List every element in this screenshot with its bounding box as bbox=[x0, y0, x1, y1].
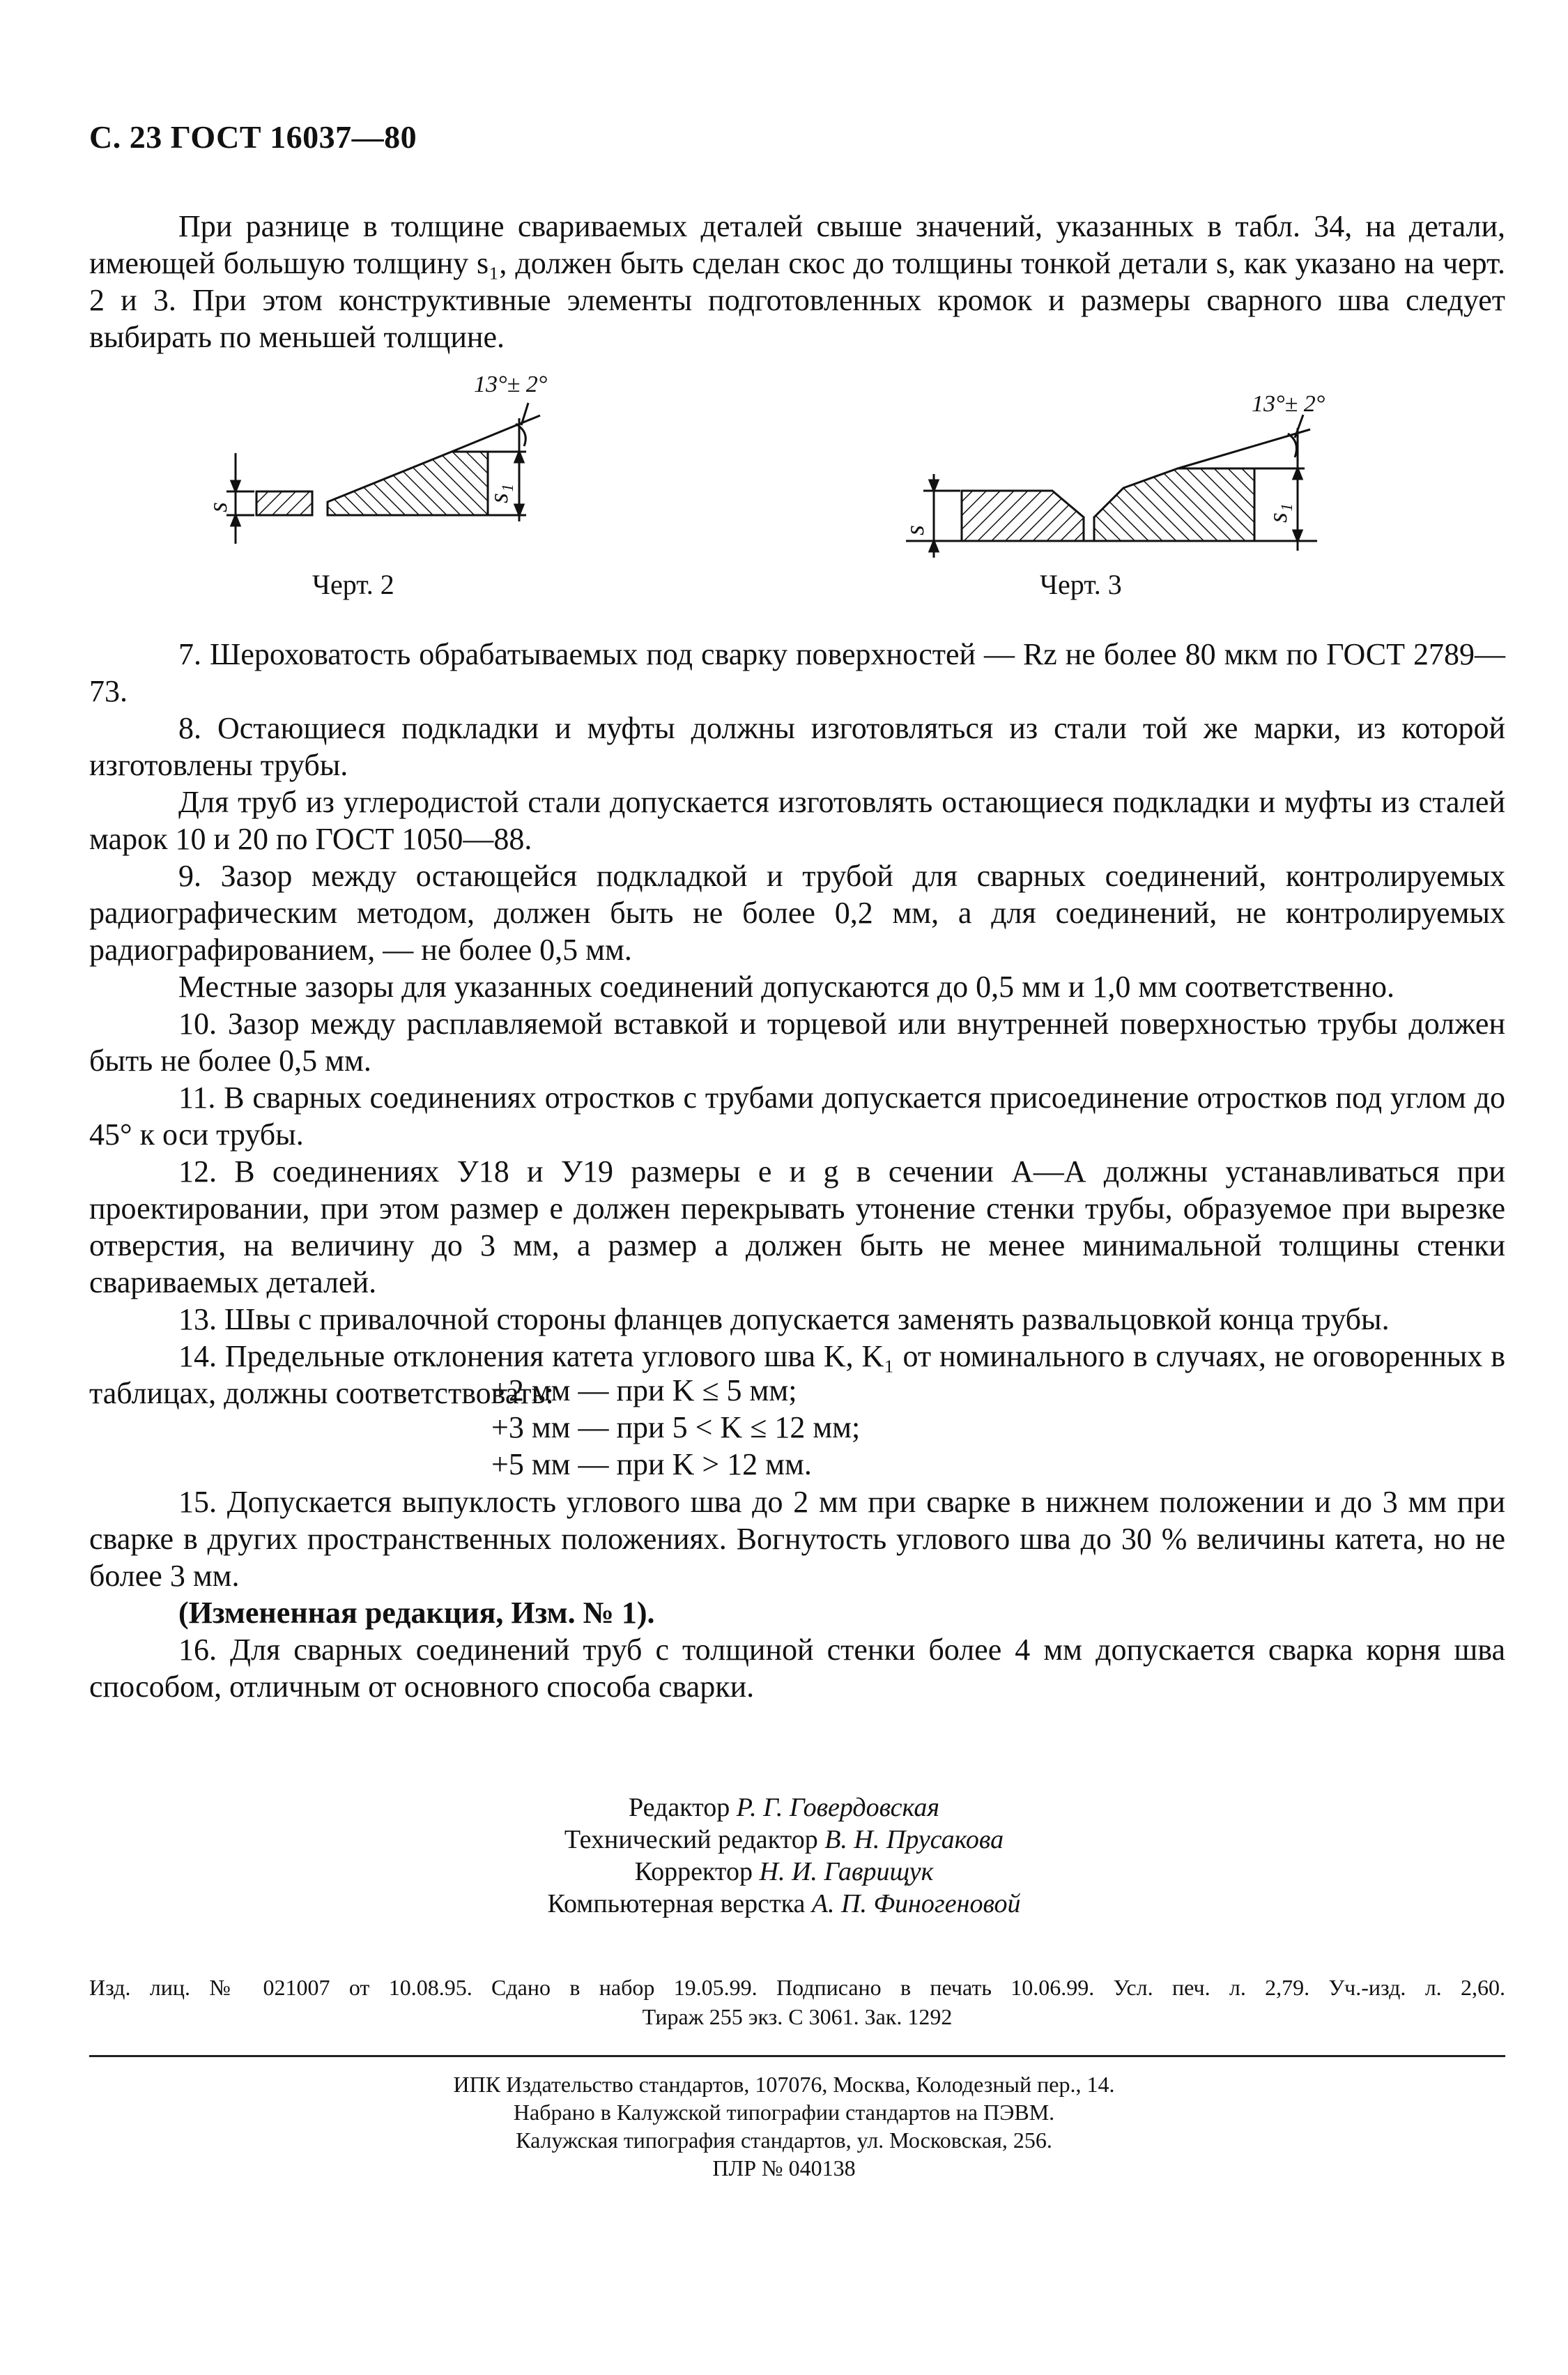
item-13: 13. Швы с привалочной стороны фланцев допускается заменять развальцовкой конца трубы. bbox=[178, 1302, 1390, 1336]
item-14: 14. Предельные отклонения катета углового шва K, K₁ от номинального в случаях, не оговоренных в таблицах, должны соответствовать: bbox=[89, 1339, 1505, 1410]
figures-drawing bbox=[0, 362, 1568, 627]
fig2-thin-plate bbox=[256, 491, 312, 515]
requirements-list bbox=[89, 636, 1505, 1412]
requirements-list-2 bbox=[89, 1483, 1505, 1705]
item-8: 8. Остающиеся подкладки и муфты должны изготовляться из стали той же марки, из которой изготовлены трубы. bbox=[89, 711, 1505, 782]
press-line-1: ИПК Издательство стандартов, 107076, Москва, Колодезный пер., 14. bbox=[453, 2072, 1115, 2097]
tolerance-formulas bbox=[491, 1372, 860, 1483]
figure-3 bbox=[906, 415, 1317, 558]
item-7: 7. Шероховатость обрабатываемых под сварку поверхностей — Rz не более 80 мкм по ГОСТ 2789—73. bbox=[89, 637, 1505, 708]
item-9-note: Местные зазоры для указанных соединений допускаются до 0,5 мм и 1,0 мм соответственно. bbox=[178, 970, 1394, 1004]
fig2-label-s1: s₁ bbox=[484, 484, 514, 503]
fig3-left-plate bbox=[962, 491, 1084, 541]
fig2-caption: Черт. 2 bbox=[312, 569, 394, 600]
item-15: 15. Допускается выпуклость углового шва до 2 мм при сварке в нижнем положении и до 3 мм при сварке в других пространственных положениях. Вогнутость углового шва до 30 % величины катета, но не более 3 мм. bbox=[89, 1485, 1505, 1593]
fig2-thick-plate bbox=[328, 452, 488, 515]
imprint-block bbox=[89, 1973, 1505, 2031]
page-header: С. 23 ГОСТ 16037—80 bbox=[89, 119, 417, 155]
credit-tech-editor: Технический редактор В. Н. Прусакова bbox=[564, 1825, 1004, 1854]
item-10: 10. Зазор между расплавляемой вставкой и торцевой или внутренней поверхностью трубы должен быть не более 0,5 мм. bbox=[89, 1007, 1505, 1078]
fig2-angle: 13°± 2° bbox=[474, 372, 548, 397]
editorial-credits bbox=[0, 1792, 1568, 1920]
press-line-4: ПЛР № 040138 bbox=[712, 2155, 856, 2181]
figure-2 bbox=[226, 403, 540, 544]
intro-text: При разнице в толщине свариваемых деталей свыше значений, указанных в табл. 34, на детали, имеющей большую толщину s₁, должен быть сделан скос до толщины тонкой детали s, как указано на черт. 2 и 3. При этом конструктивные элементы подготовленных кромок и размеры сварного шва следует выбирать по меньшей толщине. bbox=[89, 209, 1505, 354]
item-8-note: Для труб из углеродистой стали допускается изготовлять остающиеся подкладки и муфты из сталей марок 10 и 20 по ГОСТ 1050—88. bbox=[89, 785, 1505, 856]
press-line-2: Набрано в Калужской типографии стандартов на ПЭВМ. bbox=[513, 2100, 1055, 2125]
fig3-caption: Черт. 3 bbox=[1040, 569, 1122, 600]
item-9: 9. Зазор между остающейся подкладкой и трубой для сварных соединений, контролируемых радиографическим методом, должен быть не более 0,2 мм, а для соединений, не контролируемых радиографированием, — не более 0,5 мм. bbox=[89, 859, 1505, 967]
fig3-angle: 13°± 2° bbox=[1252, 391, 1325, 417]
item-11: 11. В сварных соединениях отростков с трубами допускается присоединение отростков под углом до 45° к оси трубы. bbox=[89, 1080, 1505, 1152]
formula-3: +5 мм — при K > 12 мм. bbox=[491, 1447, 812, 1481]
formula-1: +2 мм — при K ≤ 5 мм; bbox=[491, 1373, 797, 1407]
item-16: 16. Для сварных соединений труб с толщиной стенки более 4 мм допускается сварка корня шва способом, отличным от основного способа сварки. bbox=[89, 1633, 1505, 1704]
fig3-label-s: s bbox=[900, 525, 930, 535]
press-line-3: Калужская типография стандартов, ул. Московская, 256. bbox=[516, 2128, 1052, 2153]
fig2-label-s: s bbox=[203, 502, 233, 512]
credit-layout: Компьютерная верстка А. П. Финогеновой bbox=[547, 1889, 1021, 1918]
revision-note: (Измененная редакция, Изм. № 1). bbox=[178, 1596, 655, 1630]
fig3-right-plate bbox=[1094, 468, 1254, 541]
credit-editor: Редактор Р. Г. Говердовская bbox=[628, 1793, 940, 1822]
credit-corrector: Корректор Н. И. Гаврищук bbox=[634, 1857, 934, 1886]
fig3-label-s1: s₁ bbox=[1263, 503, 1293, 523]
item-12: 12. В соединениях У18 и У19 размеры e и g в сечении А—А должны устанавливаться при проектировании, при этом размер e должен перекрывать утонение стенки трубы, образуемое при вырезке отверстия, на величину до 3 мм, а размер a должен быть не менее минимальной толщины стенки свариваемых деталей. bbox=[89, 1154, 1505, 1299]
press-info bbox=[0, 2070, 1568, 2182]
imprint-line-1: Изд. лиц. № 021007 от 10.08.95. Сдано в набор 19.05.99. Подписано в печать 10.06.99. Усл. печ. л. 2,79. Уч.-изд. л. 2,60. bbox=[89, 1975, 1505, 2000]
formula-2: +3 мм — при 5 < K ≤ 12 мм; bbox=[491, 1410, 861, 1444]
imprint-line-2: Тираж 255 экз. С 3061. Зак. 1292 bbox=[642, 2004, 953, 2029]
divider bbox=[89, 2055, 1505, 2057]
intro-paragraph bbox=[89, 208, 1505, 356]
